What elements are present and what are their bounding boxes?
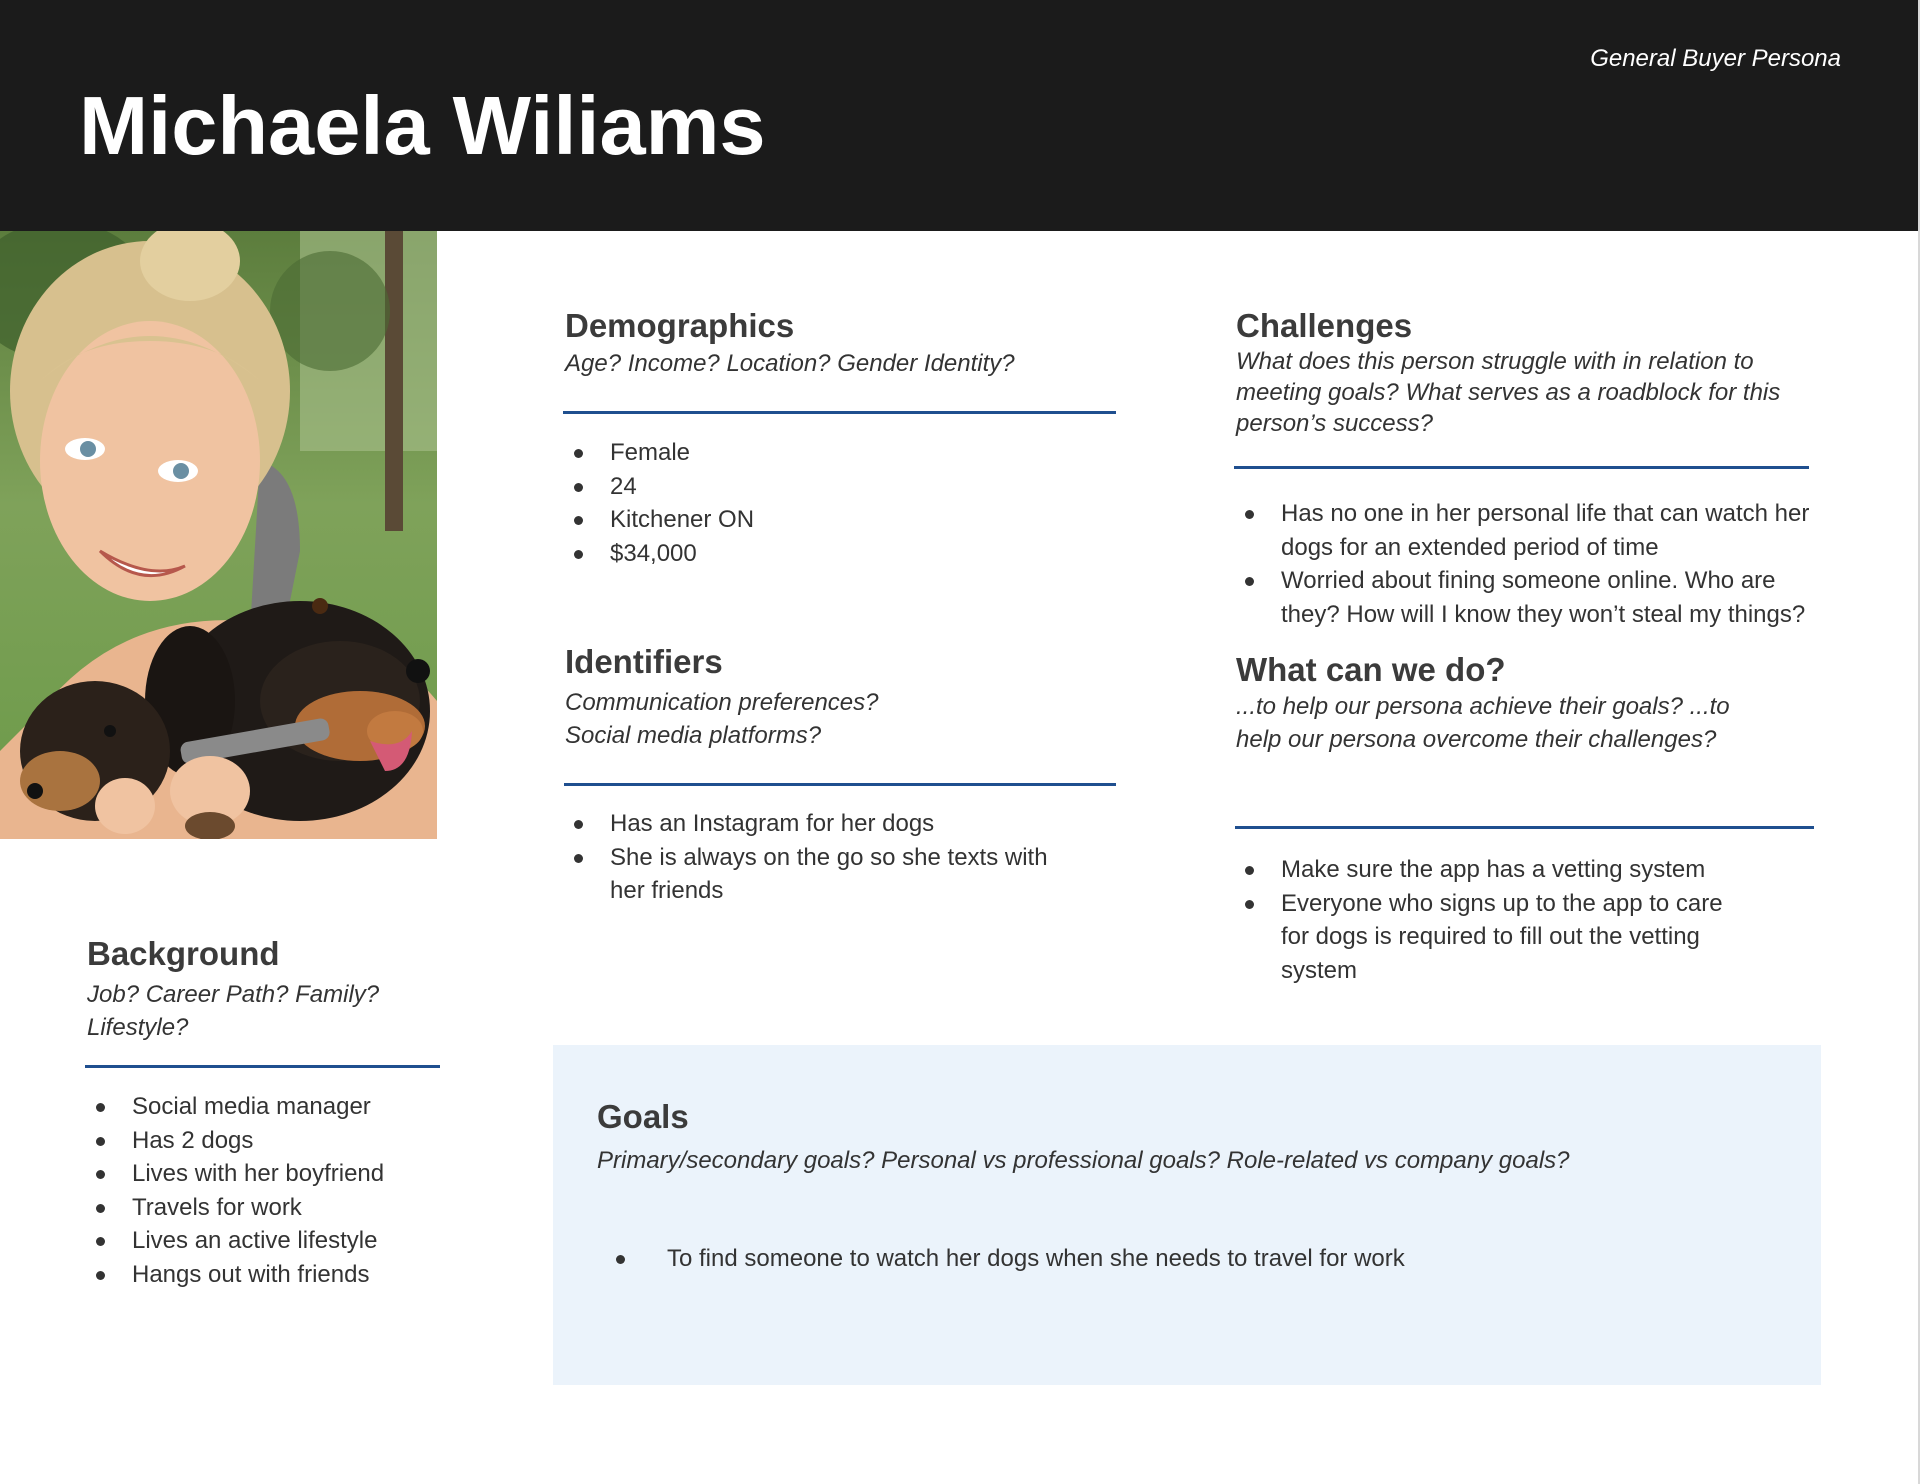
list-item: Lives with her boyfriend: [87, 1157, 447, 1191]
persona-type-label: General Buyer Persona: [1590, 45, 1841, 72]
what-can-we-do-divider: [1235, 826, 1814, 829]
background-section: [87, 934, 407, 1044]
persona-photo-illustration: [0, 231, 437, 839]
challenges-divider: [1234, 466, 1809, 469]
what-can-we-do-list: [1236, 853, 1736, 987]
identifiers-list: [565, 807, 1085, 908]
list-item: 24: [565, 470, 1085, 504]
what-can-we-do-section: [1236, 650, 1796, 756]
identifiers-subtitle-line-1: Communication preferences?: [565, 689, 879, 716]
demographics-subtitle: Age? Income? Location? Gender Identity?: [565, 350, 1015, 377]
demographics-section: [565, 306, 1125, 379]
demographics-title: Demographics: [565, 307, 795, 344]
demographics-divider: [563, 411, 1116, 414]
goals-panel: [553, 1045, 1821, 1385]
list-item: Social media manager: [87, 1090, 447, 1124]
challenges-section: [1236, 306, 1796, 439]
what-can-we-do-title: What can we do?: [1236, 651, 1506, 688]
background-list: [87, 1090, 447, 1291]
background-subtitle: Job? Career Path? Family? Lifestyle?: [87, 981, 380, 1041]
challenges-list: [1236, 497, 1821, 631]
list-item: Has an Instagram for her dogs: [565, 807, 1085, 841]
list-item: Female: [565, 436, 1085, 470]
list-item: $34,000: [565, 537, 1085, 571]
list-item: Hangs out with friends: [87, 1258, 447, 1292]
challenges-title: Challenges: [1236, 307, 1413, 344]
goals-title: Goals: [597, 1098, 689, 1135]
header-bar: [0, 0, 1920, 231]
goals-list: [607, 1242, 1757, 1276]
goals-subtitle: Primary/secondary goals? Personal vs professional goals? Role-related vs company goals?: [597, 1147, 1570, 1174]
background-divider: [85, 1065, 440, 1068]
identifiers-section: [565, 642, 1125, 752]
list-item: Make sure the app has a vetting system: [1236, 853, 1736, 887]
list-item: Kitchener ON: [565, 503, 1085, 537]
list-item: She is always on the go so she texts with her friends: [565, 841, 1085, 908]
list-item: Has 2 dogs: [87, 1124, 447, 1158]
list-item: Lives an active lifestyle: [87, 1224, 447, 1258]
persona-photo: [0, 231, 437, 839]
identifiers-divider: [564, 783, 1116, 786]
identifiers-title: Identifiers: [565, 643, 723, 680]
list-item: Everyone who signs up to the app to care for dogs is required to fill out the vetting system: [1236, 887, 1736, 988]
challenges-subtitle: What does this person struggle with in relation to meeting goals? What serves as a roadblock for this person’s success?: [1236, 348, 1781, 437]
what-can-we-do-subtitle: ...to help our persona achieve their goals? ...to help our persona overcome their challenges?: [1236, 693, 1730, 753]
list-item: Has no one in her personal life that can watch her dogs for an extended period of time: [1236, 497, 1821, 564]
list-item: Worried about fining someone online. Who are they? How will I know they won’t steal my things?: [1236, 564, 1821, 631]
identifiers-subtitle-line-2: Social media platforms?: [565, 722, 822, 749]
background-title: Background: [87, 935, 280, 972]
demographics-list: [565, 436, 1085, 570]
persona-name: Michaela Wiliams: [79, 79, 766, 172]
list-item: Travels for work: [87, 1191, 447, 1225]
list-item: To find someone to watch her dogs when she needs to travel for work: [607, 1242, 1757, 1276]
